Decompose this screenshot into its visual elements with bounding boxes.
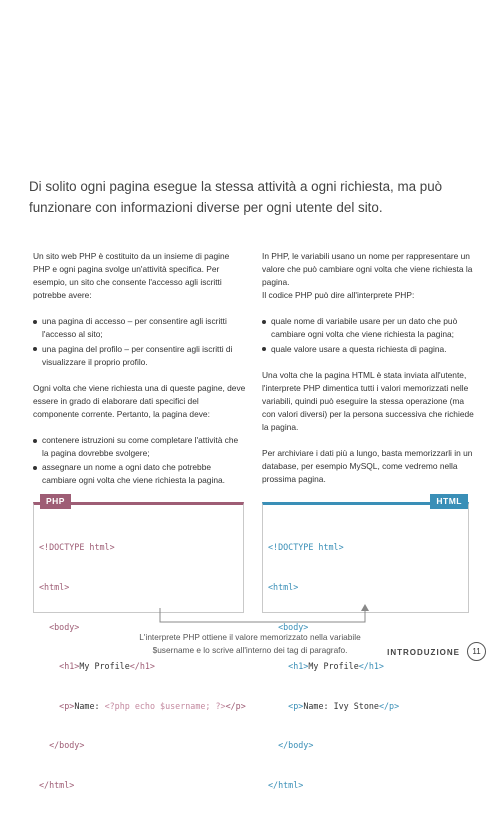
left-middle: Ogni volta che viene richiesta una di queste pagine, deve essere in grado di elaborare dati specifici del componente corrente. Pertanto, la pagina deve: bbox=[33, 382, 246, 419]
code-token: </p> bbox=[378, 700, 400, 711]
section-label: INTRODUZIONE bbox=[387, 648, 460, 657]
list-item: contenere istruzioni su come completare l'attività che la pagina dovrebbe svolgere; bbox=[33, 434, 247, 460]
code-token: </html> bbox=[39, 780, 75, 791]
left-bullet-list-2 bbox=[33, 434, 247, 487]
caption-line-1: L'interprete PHP ottiene il valore memorizzato nella variabile bbox=[139, 632, 361, 642]
code-token: <p> bbox=[288, 700, 304, 711]
right-para-2: Una volta che la pagina HTML è stata inviata all'utente, l'interprete PHP dimentica tutti i valori memorizzati nelle variabili, quindi può eseguire la stessa operazione (ma con valori diversi) per la persona successiva che richiede la pagina. bbox=[262, 369, 474, 433]
code-token: <!DOCTYPE html> bbox=[39, 542, 115, 553]
code-token: <body> bbox=[49, 621, 80, 632]
code-token: </h1> bbox=[358, 661, 384, 672]
html-label: HTML bbox=[430, 494, 468, 509]
code-token: My Profile bbox=[79, 661, 130, 672]
list-item: una pagina di accesso – per consentire agli iscritti l'accesso al sito; bbox=[33, 315, 247, 341]
code-token: </body> bbox=[49, 740, 85, 751]
list-item: una pagina del profilo – per consentire agli iscritti di visualizzare il proprio profilo. bbox=[33, 343, 247, 369]
right-para-3: Per archiviare i dati più a lungo, basta memorizzarli in un database, per esempio MySQL, come vedremo nella prossima pagina. bbox=[262, 448, 473, 485]
code-token: <h1> bbox=[59, 661, 80, 672]
page-number: 11 bbox=[467, 642, 486, 661]
code-token: </p> bbox=[225, 700, 246, 711]
html-code bbox=[268, 515, 399, 819]
php-code-box bbox=[33, 496, 246, 791]
code-token: <body> bbox=[278, 621, 309, 632]
code-token: <p> bbox=[59, 700, 75, 711]
code-token: Name: Ivy Stone bbox=[303, 700, 379, 711]
list-item: quale valore usare a questa richiesta di pagina. bbox=[262, 343, 474, 356]
code-token: </h1> bbox=[129, 661, 155, 672]
right-intro-2: Il codice PHP può dire all'interprete PHP: bbox=[262, 290, 415, 301]
code-token: </html> bbox=[268, 780, 304, 791]
php-echo-token: <?php echo $username; ?> bbox=[104, 700, 226, 711]
right-bullet-list bbox=[262, 315, 474, 355]
right-column bbox=[262, 250, 474, 499]
code-token: My Profile bbox=[308, 661, 359, 672]
left-intro: Un sito web PHP è costituito da un insieme di pagine PHP e ogni pagina svolge un'attività specifica. Per esempio, un sito che consente l'accesso agli iscritti potrebbe avere: bbox=[33, 251, 230, 301]
lead-paragraph: Di solito ogni pagina esegue la stessa attività a ogni richiesta, ma può funzionare con informazioni diverse per ogni utente del sito. bbox=[29, 179, 443, 215]
php-code bbox=[39, 515, 246, 819]
code-token: <html> bbox=[268, 582, 299, 593]
code-token: <html> bbox=[39, 582, 70, 593]
list-item: assegnare un nome a ogni dato che potrebbe cambiare ogni volta che viene richiesta la pagina. bbox=[33, 461, 247, 487]
code-token: <!DOCTYPE html> bbox=[268, 542, 344, 553]
left-bullet-list-1 bbox=[33, 315, 247, 368]
caption-line-2: $username e lo scrive all'interno dei tag di paragrafo. bbox=[152, 644, 348, 655]
right-intro-1: In PHP, le variabili usano un nome per rappresentare un valore che può cambiare ogni volta che viene richiesta la pagina. bbox=[262, 251, 473, 288]
code-token: <h1> bbox=[288, 661, 309, 672]
php-label: PHP bbox=[40, 494, 71, 509]
list-item: quale nome di variabile usare per un dato che può cambiare ogni volta che viene richiesta la pagina; bbox=[262, 315, 474, 341]
code-token: Name: bbox=[74, 700, 105, 711]
code-token: </body> bbox=[278, 740, 314, 751]
left-column bbox=[33, 250, 247, 500]
